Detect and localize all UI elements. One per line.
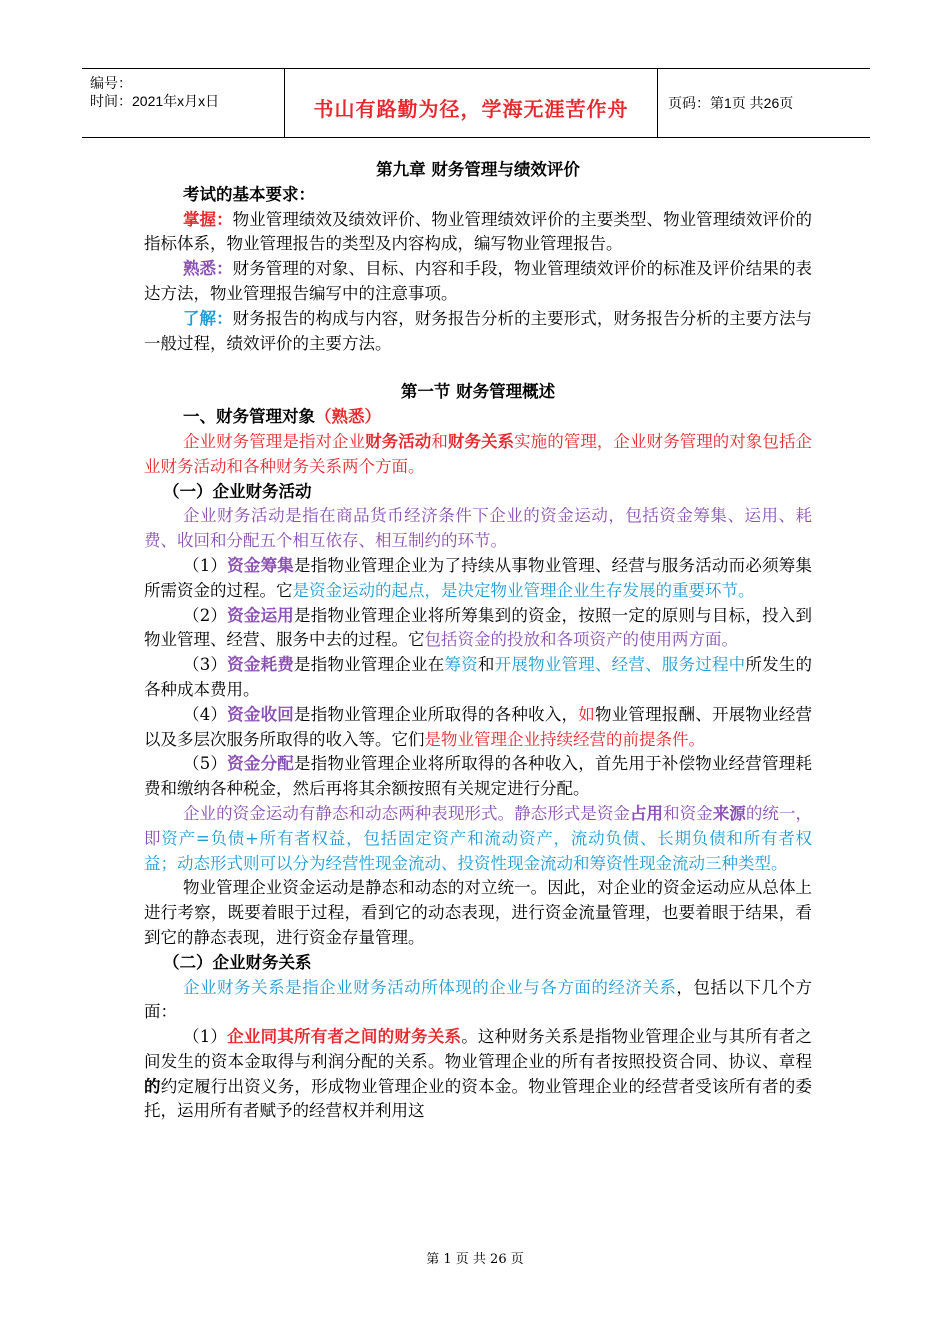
- relations-intro: [144, 976, 812, 1026]
- item-number: （4）: [183, 704, 228, 724]
- text-run: 是指物业管理企业将所取得的各种收入，首先用于补偿物业经营管理耗费和缴纳各种税金，然后再将其余额按照有关规定进行分配。: [144, 754, 813, 799]
- relations-heading: （二）企业财务关系: [163, 952, 312, 972]
- text-run-highlight: 是资金运动的起点，是决定物业管理企业生存发展的重要环节。: [292, 580, 755, 600]
- motto: 书山有路勤为径，学海无涯苦作舟: [313, 99, 629, 121]
- item-number: （5）: [183, 754, 228, 774]
- item-term: 企业同其所有者之间的财务关系: [227, 1027, 462, 1047]
- familiar-label: 熟悉：: [183, 259, 233, 279]
- text-run: 所发生的各种成本费用。: [144, 655, 813, 699]
- document-body: [144, 158, 812, 1124]
- relation-item-1: [144, 1025, 812, 1124]
- page-header: [82, 68, 870, 138]
- requirement-understand: [144, 307, 812, 357]
- item-number: （3）: [183, 655, 228, 675]
- text-run: 的: [144, 1076, 161, 1096]
- activities-heading: （一）企业财务活动: [163, 481, 312, 501]
- text-run-highlight: 包括资金的投放和各项资产的使用两方面。: [424, 630, 738, 650]
- text-run-highlight: 企业财务关系是指企业财务活动所体现的企业与各方面的经济关系: [183, 977, 677, 997]
- term-occupation: 占用: [629, 803, 664, 823]
- text-run: 和: [431, 431, 448, 451]
- activities-intro: 企业财务活动是指在商品货币经济条件下企业的资金运动，包括资金筹集、运用、耗费、收回和分配五个相互依存、相互制约的环节。: [144, 506, 812, 551]
- text-run: 是指物业管理企业为了持续从事物业管理、经营与服务活动而必须筹集所需资金的过程。它: [144, 555, 813, 600]
- number-label: 编号：: [90, 75, 132, 91]
- text-run: 和资金: [663, 803, 713, 823]
- unity-paragraph: 物业管理企业资金运动是静态和动态的对立统一。因此，对企业的资金运动应从总体上进行考察，既要着眼于过程，看到它的动态表现，进行资金流量管理，也要着眼于结果，看到它的静态表现，进行资金存量管理。: [144, 878, 812, 947]
- header-page-cell: [658, 69, 870, 137]
- text-run: 实施的管理，企业财务管理的对象包括企业财务活动和各种财务关系两个方面。: [144, 431, 813, 476]
- familiar-text: 财务管理的对象、目标、内容和手段，物业管理绩效评价的标准及评价结果的表达方法，物业管理报告编写中的注意事项。: [144, 259, 813, 303]
- item-number: （1）: [183, 555, 228, 575]
- understand-text: 财务报告的构成与内容，财务报告分析的主要形式，财务报告分析的主要方法与一般过程，绩效评价的主要方法。: [144, 308, 813, 353]
- term-financial-activity: 财务活动: [365, 431, 432, 451]
- s1-heading: [144, 405, 812, 430]
- text-run-highlight: 开展物业管理、经营、服务过程中: [494, 655, 746, 675]
- item-term: 资金耗费: [227, 655, 295, 675]
- activity-item-5: [144, 752, 812, 802]
- text-run-highlight: 筹资: [444, 655, 478, 675]
- master-text: 物业管理绩效及绩效评价、物业管理绩效评价的主要类型、物业管理绩效评价的指标体系，物业管理报告的类型及内容构成，编写物业管理报告。: [144, 209, 813, 254]
- header-meta-cell: [82, 69, 285, 137]
- master-label: 掌握：: [183, 209, 233, 229]
- accounting-equation: 资产=负债+所有者权益: [161, 828, 347, 848]
- text-run: ，包括固定资产和流动资产，流动负债、长期负债和所有者权益；动态形式则可以分为经营性现金流动、投资性现金流动和筹资性现金流动三种类型。: [144, 828, 813, 873]
- text-run: 的统一，即: [144, 803, 813, 848]
- text-run: 物业管理报酬、开展物业经营以及多层次服务所取得的收入等。它们: [144, 704, 813, 749]
- spacer: [144, 356, 812, 380]
- item-term: 资金筹集: [227, 555, 295, 575]
- text-run: 和: [477, 655, 495, 675]
- section-title: 第一节 财务管理概述: [400, 382, 556, 402]
- item-term: 资金运用: [227, 605, 295, 625]
- activity-item-4: [144, 703, 812, 753]
- motion-forms-paragraph: [144, 802, 812, 876]
- text-run: 是指物业管理企业在: [294, 655, 445, 675]
- time-label: 时间：2021年x月x日: [90, 93, 220, 109]
- s1-heading-tag: （熟悉）: [315, 407, 381, 427]
- text-run: 。这种财务关系是指物业管理企业与其所有者之间发生的资本金取得与利润分配的关系。物业管理企业的所有者按照投资合同、协议、章程: [144, 1027, 813, 1071]
- term-financial-relation: 财务关系: [447, 431, 515, 451]
- activity-item-1: [144, 554, 812, 604]
- header-motto-cell: [285, 69, 658, 137]
- text-run: 企业财务管理是指对企业: [183, 431, 366, 451]
- item-term: 资金分配: [227, 754, 295, 774]
- text-run: 是指物业管理企业将所筹集到的资金，按照一定的原则与目标，投入到物业管理、经营、服务中去的过程。它: [144, 605, 813, 650]
- text-run: 是指物业管理企业所取得的各种收入，: [294, 704, 579, 724]
- item-number: （2）: [183, 605, 228, 625]
- text-run: 约定履行出资义务，形成物业管理企业的资本金。物业管理企业的经营者受该所有者的委托，运用所有者赋予的经营权并利用这: [144, 1076, 813, 1121]
- requirement-master: [144, 208, 812, 258]
- text-run: ，包括以下几个方面：: [144, 977, 813, 1022]
- item-term: 资金收回: [227, 704, 295, 724]
- text-run-highlight: 如: [578, 704, 595, 724]
- activity-item-2: [144, 604, 812, 654]
- requirements-heading: 考试的基本要求：: [183, 184, 315, 204]
- page-footer: 第 1 页 共 26 页: [426, 1252, 524, 1267]
- understand-label: 了解：: [183, 308, 233, 328]
- s1-paragraph: [144, 430, 812, 480]
- chapter-title: 第九章 财务管理与绩效评价: [376, 160, 580, 179]
- text-run-highlight: 是物业管理企业持续经营的前提条件。: [424, 729, 705, 749]
- term-source: 来源: [712, 803, 746, 823]
- requirement-familiar: [144, 257, 812, 307]
- s1-heading-text: 一、财务管理对象: [183, 407, 315, 427]
- text-run: 企业的资金运动有静态和动态两种表现形式。静态形式是资金: [183, 803, 630, 823]
- activity-item-3: [144, 653, 812, 703]
- item-number: （1）: [183, 1027, 228, 1047]
- page-info: 页码：第1页 共26页: [668, 95, 794, 111]
